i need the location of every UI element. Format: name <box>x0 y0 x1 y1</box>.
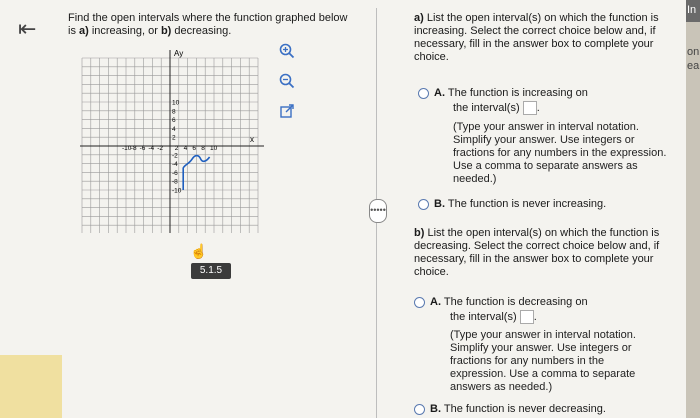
left-highlight-strip <box>0 355 62 418</box>
part-a-answer-box[interactable] <box>523 101 537 115</box>
y-tick-label: 10 <box>172 99 180 107</box>
y-tick-label: 4 <box>172 125 176 133</box>
reference-badge: 5.1.5 <box>191 263 231 279</box>
y-tick-label: -8 <box>172 178 178 186</box>
x-tick-label: 2 <box>174 145 179 153</box>
divider-drag-handle[interactable]: ••••• <box>369 199 387 223</box>
part-b-answer-box[interactable] <box>520 310 534 324</box>
x-tick-label: 8 <box>201 145 205 153</box>
part-a-hint: (Type your answer in interval notation. Simplify your answer. Use integers or fractions for any numbers in the expression. Use a comma to separate answers as needed.) <box>453 121 667 185</box>
part-a-label: a) <box>414 12 424 24</box>
x-tick-label: 6 <box>192 145 197 153</box>
y-tick-label: -2 <box>172 152 178 160</box>
y-tick-label: -10 <box>172 187 182 195</box>
part-b-option-a-radio[interactable] <box>414 297 425 308</box>
question-line-1: Find the open intervals where the function graphed below <box>68 12 348 24</box>
edge-text-1: In <box>687 4 697 16</box>
part-a-option-a[interactable]: A. The function is increasing on <box>434 87 588 99</box>
part-a-option-a-line2: the interval(s) . <box>453 101 540 114</box>
question-text <box>68 12 378 38</box>
x-axis-label: x <box>250 135 254 144</box>
edge-text-3: ea <box>687 60 700 72</box>
edge-text-2: on <box>687 46 700 58</box>
part-a-option-b[interactable]: B. The function is never increasing. <box>434 198 607 210</box>
y-tick-label: 8 <box>172 108 176 116</box>
part-a-option-b-radio[interactable] <box>418 199 429 210</box>
x-tick-label: -8 <box>130 145 137 153</box>
x-tick-label: -4 <box>148 145 155 153</box>
part-b-hint: (Type your answer in interval notation. Simplify your answer. Use integers or fractions for any numbers in the expression. Use a comma to separate answers as needed.) <box>450 329 636 393</box>
part-b-option-b[interactable]: B. The function is never decreasing. <box>430 403 606 415</box>
x-tick-label: -6 <box>139 145 146 153</box>
y-axis-label: Ay <box>174 49 184 58</box>
hand-cursor-icon: ☝ <box>190 243 208 259</box>
graph-tools <box>278 42 296 132</box>
part-b-option-a-line2: the interval(s) . <box>450 310 537 323</box>
back-button[interactable] <box>18 18 36 40</box>
part-b-option-a[interactable]: A. The function is decreasing on <box>430 296 588 308</box>
part-a-instructions: a) List the open interval(s) on which the function is increasing. Select the correct choice below and, if necessary, fill in the answer box to complete your choice. <box>414 12 659 63</box>
part-b-label: b) <box>414 227 425 239</box>
y-tick-label: 6 <box>172 117 176 125</box>
y-tick-label: -4 <box>172 161 178 169</box>
back-arrow-icon: ⇤ <box>18 16 37 41</box>
x-tick-label: 4 <box>183 145 188 153</box>
y-tick-label: 2 <box>172 134 176 142</box>
external-link-icon[interactable] <box>278 102 296 120</box>
y-tick-label: -6 <box>172 169 178 177</box>
zoom-in-icon[interactable] <box>278 42 296 60</box>
zoom-out-icon[interactable] <box>278 72 296 90</box>
x-tick-label: -2 <box>157 145 163 153</box>
x-tick-label: -10 <box>122 145 132 153</box>
part-b-instructions: b) List the open interval(s) on which the function is decreasing. Select the correct choice below and, if necessary, fill in the answer box to complete your choice. <box>414 227 660 278</box>
part-b-option-b-radio[interactable] <box>414 404 425 415</box>
x-tick-label: 10 <box>210 145 218 153</box>
function-graph <box>78 48 270 233</box>
question-line-2: is a) increasing, or b) decreasing. <box>68 25 232 37</box>
adjacent-window-edge <box>686 0 700 418</box>
part-a-option-a-radio[interactable] <box>418 88 429 99</box>
